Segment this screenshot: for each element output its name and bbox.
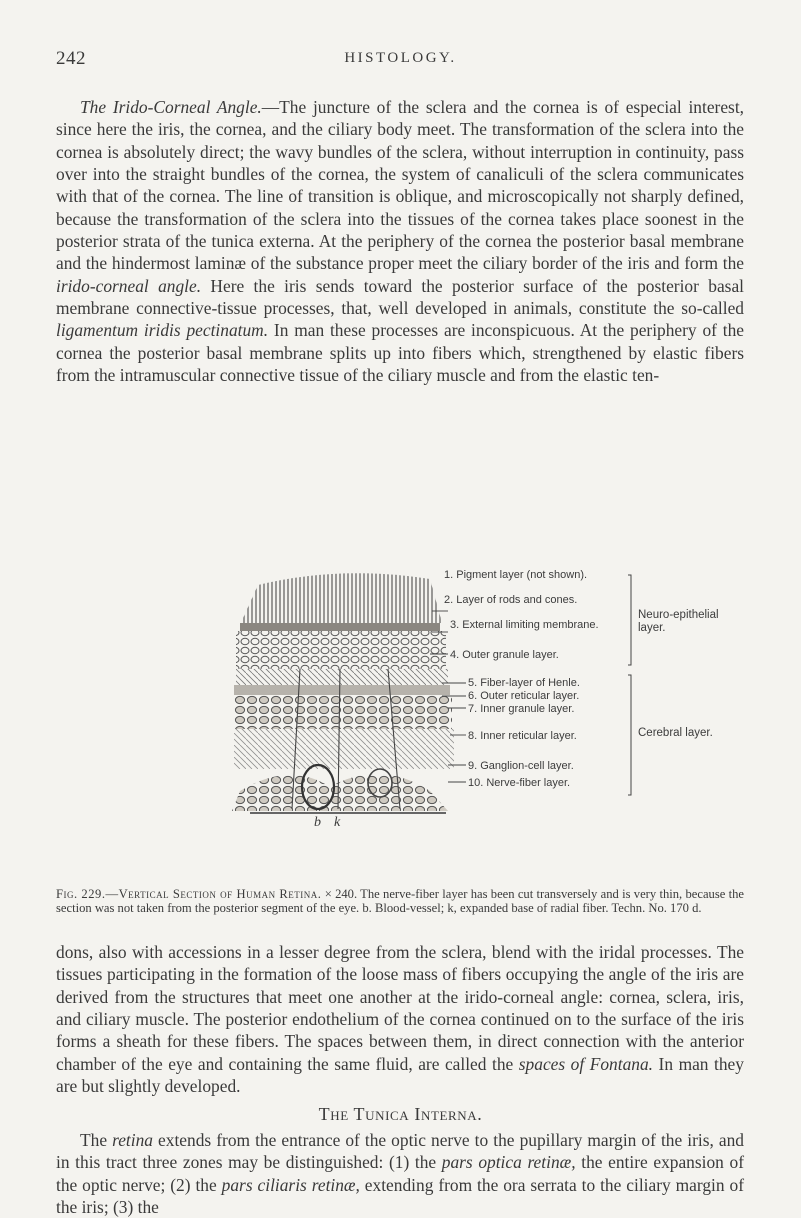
label-outer-reticular-layer: 6. Outer reticular layer. bbox=[468, 690, 580, 702]
group-label-cerebral: Cerebral layer. bbox=[638, 727, 713, 739]
figure-letter-b: b bbox=[314, 815, 321, 830]
paragraph-retina bbox=[56, 1129, 744, 1218]
paragraph-fontana bbox=[56, 941, 744, 1097]
label-fiber-layer-henle: 5. Fiber-layer of Henle. bbox=[468, 677, 580, 689]
paragraph-text: dons, also with accessions in a lesser degree from the sclera, blend with the iridal processes. The tissues participating in the formation of the loose mass of fibers occupying the angle of the iris are derived from the structures that meet one another at the irido-corneal angle: cornea, sclera, iris, and ciliary muscle. The posterior endothelium of the cornea continued on to the surface of the iris forms a sheath for these fibers. The spaces between them, in direct connection with the anterior chamber of the eye and containing the same fluid, are called the bbox=[56, 942, 744, 1074]
retina-figure bbox=[210, 565, 750, 877]
figure-number: Fig. 229.—Vertical Section of Human Retina. bbox=[56, 887, 322, 901]
paragraph-text: extending from the ora serrata to the ciliary margin of the iris; (3) the bbox=[56, 1174, 744, 1218]
label-inner-granule-layer: 7. Inner granule layer. bbox=[468, 703, 575, 715]
label-external-limiting-membrane: 3. External limiting membrane. bbox=[450, 619, 599, 631]
label-inner-reticular-layer: 8. Inner reticular layer. bbox=[468, 730, 577, 742]
label-pigment-layer: 1. Pigment layer (not shown). bbox=[444, 569, 588, 581]
running-head: HISTOLOGY. bbox=[344, 50, 457, 66]
paragraph-text: —The juncture of the sclera and the cornea is of especial interest, since here the iris, the cornea, and the ciliary body meet. The transformation of the sclera into the cornea is absolutely direct; the wavy bundles of the sclera, without interruption in continuity, pass over into the straight bundles of the cornea, the system of canaliculi of the sclera communicates with that of the cornea. The line of transition is oblique, and microscopically not sharply defined, because the transformation of the sclera into the tissues of the cornea takes place soonest in the posterior strata of the tunica externa. At the periphery of the cornea the posterior basal membrane and the hindermost laminæ of the substance proper meet the ciliary border of the iris and form the bbox=[56, 97, 744, 274]
paragraph-irido-corneal-angle bbox=[56, 96, 744, 386]
page-header bbox=[0, 48, 801, 72]
term-pars-ciliaris: pars ciliaris retinæ, bbox=[221, 1174, 360, 1195]
paragraph-text: In man they are but slightly developed. bbox=[56, 1053, 744, 1097]
label-ganglion-cell-layer: 9. Ganglion-cell layer. bbox=[468, 760, 574, 772]
label-nerve-fiber-layer: 10. Nerve-fiber layer. bbox=[468, 777, 571, 789]
paragraph-text: Here the iris sends toward the posterior surface of the posterior basal membrane connective-tissue processes, that, well developed in animals, constitute the so-called bbox=[56, 275, 744, 319]
group-label-neuro-epithelial: Neuro-epithelial layer. bbox=[638, 609, 719, 634]
figure-caption bbox=[56, 888, 744, 915]
page-number: 242 bbox=[56, 48, 86, 69]
term-ligamentum: ligamentum iridis pectinatum. bbox=[56, 320, 269, 341]
layer-brackets bbox=[628, 575, 631, 795]
term-irido-corneal-angle: irido-corneal angle. bbox=[56, 275, 202, 296]
figure-letter-k: k bbox=[334, 815, 341, 830]
label-outer-granule-layer: 4. Outer granule layer. bbox=[450, 649, 559, 661]
paragraph-text: the entire expansion of the optic nerve; (2) the bbox=[56, 1152, 744, 1195]
term-pars-optica: pars optica retinæ, bbox=[441, 1152, 576, 1173]
paragraph-text: extends from the entrance of the optic nerve to the pupillary margin of the iris, and in this tract three zones may be distinguished: (1) the bbox=[56, 1130, 744, 1173]
paragraph-text: In man these processes are inconspicuous. At the periphery of the cornea the posterior basal membrane splits up into fibers which, strengthened by elastic fibers from the intramuscular connective tissue of the ciliary muscle and from the elastic ten- bbox=[56, 320, 744, 386]
paragraph-title: The Irido-Corneal Angle. bbox=[80, 97, 262, 117]
term-retina: retina bbox=[112, 1130, 153, 1150]
retina-section-drawing bbox=[232, 573, 454, 813]
caption-text: × 240. The nerve-fiber layer has been cut transversely and is very thin, because the section was not taken from the posterior segment of the eye. b. Blood-vessel; k, expanded base of radial fiber. Techn. No. 170 d. bbox=[56, 887, 745, 915]
paragraph-text: The bbox=[80, 1130, 113, 1150]
section-heading: The Tunica Interna. bbox=[318, 1104, 483, 1124]
term-spaces-of-fontana: spaces of Fontana. bbox=[518, 1053, 654, 1074]
label-rods-and-cones: 2. Layer of rods and cones. bbox=[444, 594, 578, 606]
